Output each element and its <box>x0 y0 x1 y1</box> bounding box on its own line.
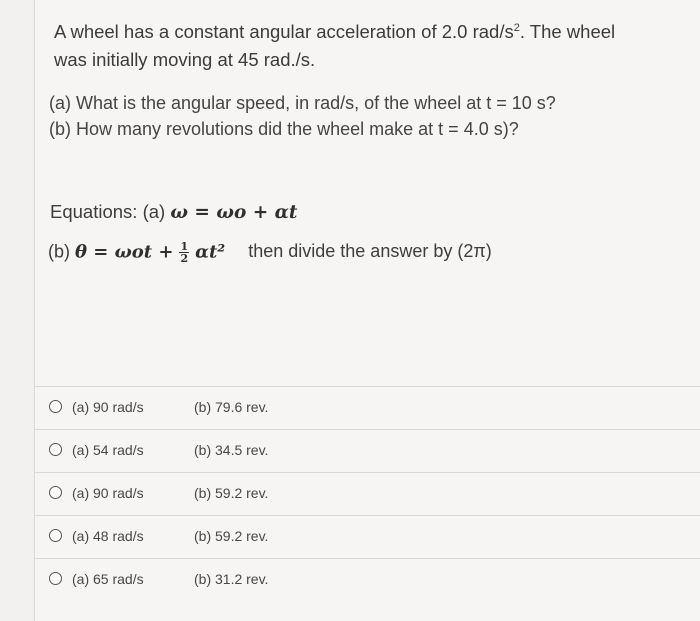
equation-b-right: αt² <box>195 241 226 263</box>
question-parts <box>49 90 689 142</box>
option-part-b: (b) 34.5 rev. <box>194 442 269 458</box>
option-part-b: (b) 79.6 rev. <box>194 399 269 415</box>
option-part-b: (b) 59.2 rev. <box>194 485 269 501</box>
question-line1-sup: 2 <box>513 21 520 34</box>
radio-button[interactable] <box>49 400 62 413</box>
option-part-b: (b) 59.2 rev. <box>194 528 269 544</box>
question-text <box>54 18 674 74</box>
question-line1-post: . The wheel <box>519 21 616 42</box>
option-part-a: (a) 90 rad/s <box>72 485 144 501</box>
radio-button[interactable] <box>49 529 62 542</box>
part-a: (a) What is the angular speed, in rad/s, of the wheel at t = 10 s? <box>49 93 556 113</box>
equation-b-left: θ = ωot + <box>75 241 174 263</box>
option-part-b: (b) 31.2 rev. <box>194 571 269 587</box>
radio-button[interactable] <box>49 572 62 585</box>
equation-b-fraction <box>179 241 189 264</box>
answer-option-2[interactable] <box>34 429 700 472</box>
answer-option-1[interactable] <box>34 386 700 429</box>
part-b: (b) How many revolutions did the wheel make at t = 4.0 s)? <box>49 119 519 139</box>
answer-option-3[interactable] <box>34 472 700 515</box>
question-line1-pre: A wheel has a constant angular acceleration of 2.0 rad/s <box>54 21 514 42</box>
equation-b <box>48 241 492 264</box>
option-part-a: (a) 65 rad/s <box>72 571 144 587</box>
answer-option-5[interactable] <box>34 558 700 601</box>
option-part-a: (a) 48 rad/s <box>72 528 144 544</box>
option-part-a: (a) 90 rad/s <box>72 399 144 415</box>
equation-a-formula: ω = ωo + αt <box>170 202 298 223</box>
answer-options <box>34 386 700 601</box>
radio-button[interactable] <box>49 486 62 499</box>
equation-a <box>50 201 297 223</box>
answer-option-4[interactable] <box>34 515 700 558</box>
option-part-a: (a) 54 rad/s <box>72 442 144 458</box>
fraction-numerator: 1 <box>180 240 189 253</box>
fraction-denominator: 2 <box>180 252 189 265</box>
equations-label: Equations: (a) <box>50 201 166 222</box>
radio-button[interactable] <box>49 443 62 456</box>
equation-b-tail: then divide the answer by (2π) <box>248 241 492 262</box>
equation-b-prefix: (b) <box>48 241 70 262</box>
question-line2: was initially moving at 45 rad./s. <box>54 49 316 70</box>
